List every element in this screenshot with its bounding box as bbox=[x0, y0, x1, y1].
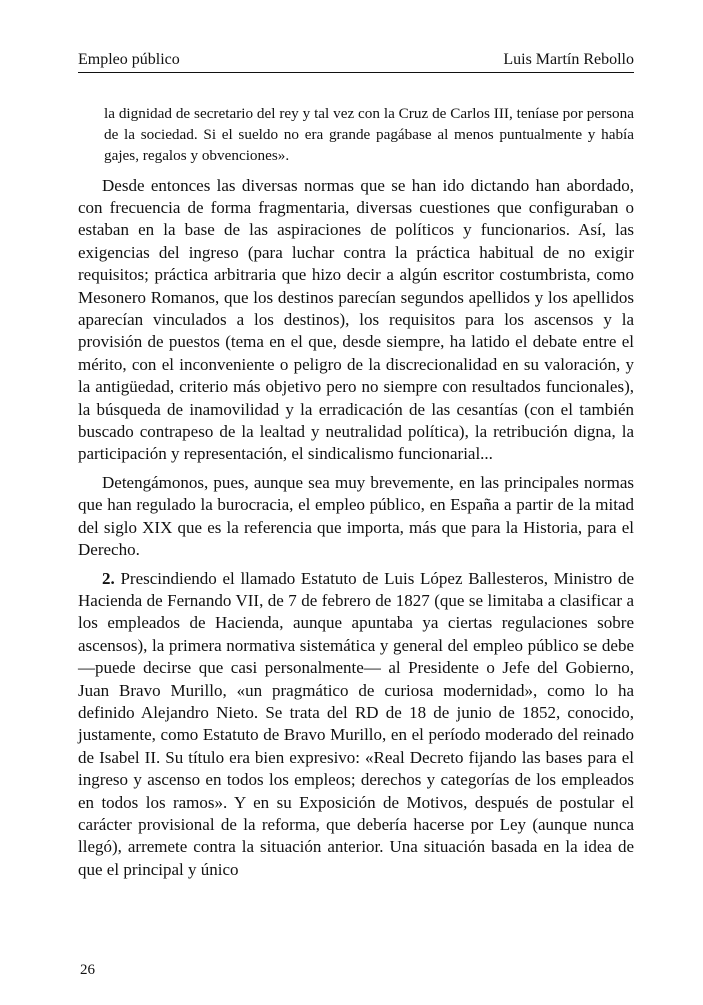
header-section-title: Empleo público bbox=[78, 51, 180, 68]
section-2-paragraph bbox=[78, 568, 634, 882]
running-header bbox=[78, 50, 634, 73]
page-number: 26 bbox=[80, 962, 95, 978]
section-2-text: Prescindiendo el llamado Estatuto de Luis López Ballesteros, Ministro de Hacienda de Fernando VII, de 7 de febrero de 1827 (que se limitaba a clasificar a los empleados de Hacienda, aunque apuntaba ya ciertas regulaciones sobre ascensos), la primera normativa sistemática y general del empleo público se debe —puede decirse que casi personalmente— al Presidente o Jefe del Gobierno, Juan Bravo Murillo, «un pragmático de curiosa modernidad», como lo ha definido Alejandro Nieto. Se trata del RD de 18 de junio de 1852, conocido, justamente, como Estatuto de Bravo Murillo, en el período moderado del reinado de Isabel II. Su título era bien expresivo: «Real Decreto fijando las bases para el ingreso y ascenso en todos los empleos; derechos y categorías de los empleados en todos los ramos». Y en su Exposición de Motivos, después de postular el carácter provisional de la reforma, que debería hacerse por Ley (aunque nunca llegó), arremete contra la situación anterior. Una situación basada en la idea de que el principal y único bbox=[78, 568, 634, 879]
section-number: 2. bbox=[102, 568, 115, 588]
paragraph-1: Desde entonces las diversas normas que se han ido dictando han abordado, con frecuencia de forma fragmentaria, diversas cuestiones que configuraban o estaban en la base de las aspiraciones de políticos y funcionarios. Así, las exigencias del ingreso (para luchar contra la práctica habitual de no exigir requisitos; práctica arbitraria que hizo decir a algún escritor costumbrista, como Mesonero Romanos, que los destinos parecían segundos apellidos y los apellidos aparecían vinculados a los destinos), los requisitos para los ascensos y la provisión de puestos (tema en el que, desde siempre, ha latido el debate entre el mérito, con el inconveniente o peligro de la discrecionalidad en su valoración, y la antigüedad, criterio más objetivo pero no siempre con resultados funcionales), la búsqueda de inamovilidad y la erradicación de las cesantías (con el también buscado contrapeso de la lealtad y neutralidad política), la retribución digna, la participación y representación, el sindicalismo funcionarial... bbox=[78, 175, 634, 464]
paragraph-2: Detengámonos, pues, aunque sea muy brevemente, en las principales normas que han regulado la burocracia, el empleo público, en España a partir de la mitad del siglo XIX que es la referencia que importa, más que para la Historia, para el Derecho. bbox=[78, 472, 634, 560]
block-quote: la dignidad de secretario del rey y tal vez con la Cruz de Carlos III, teníase por persona de la sociedad. Si el sueldo no era grande pagábase al menos puntualmente y había gajes, regalos y obvenciones». bbox=[104, 105, 634, 165]
page-body bbox=[78, 103, 634, 881]
header-author: Luis Martín Rebollo bbox=[503, 51, 634, 68]
